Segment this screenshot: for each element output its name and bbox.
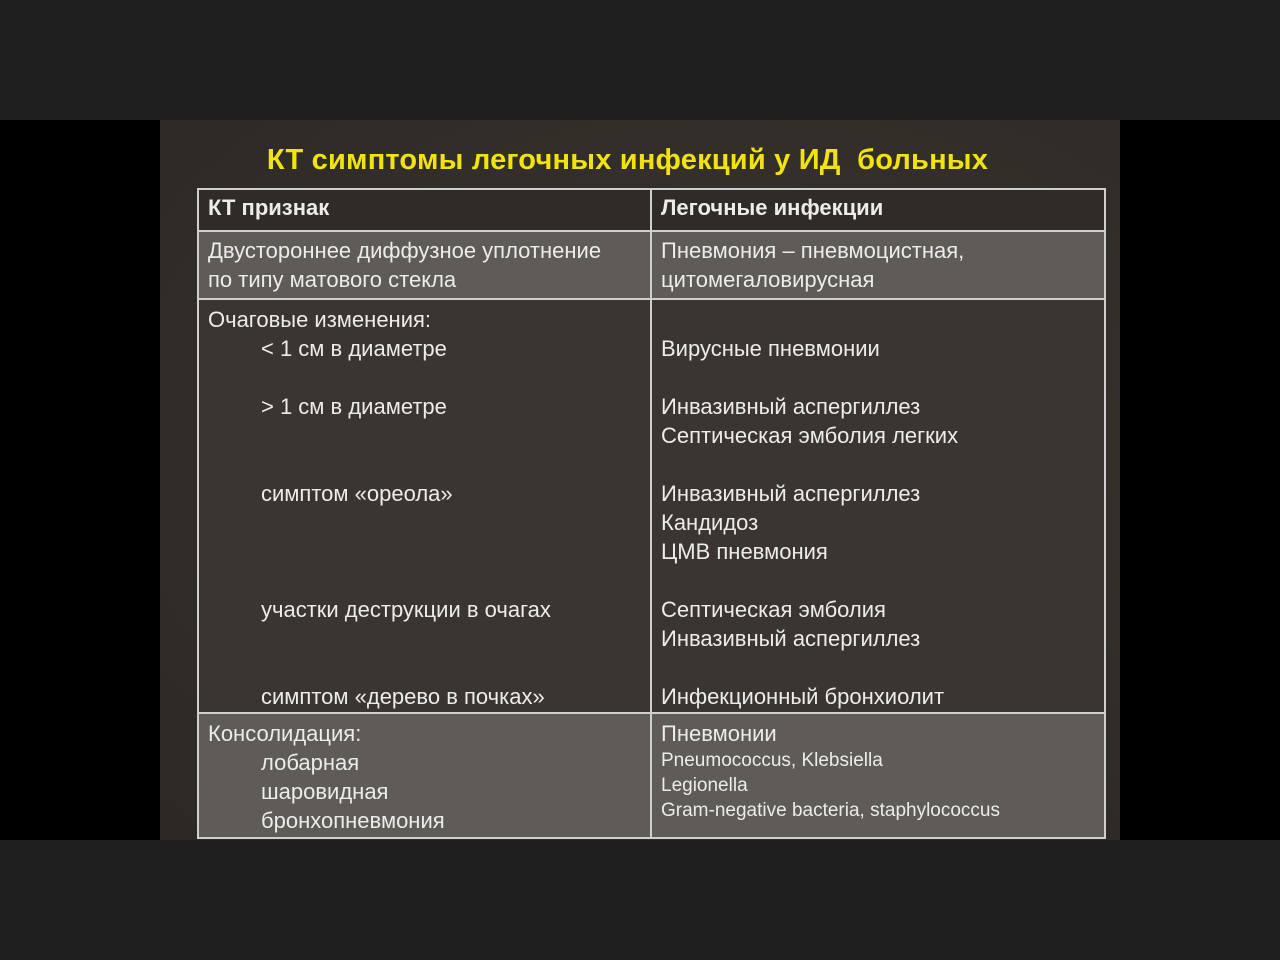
cell-sign-focal xyxy=(198,299,651,713)
focal-infection: Вирусные пневмонии xyxy=(661,336,880,361)
consolidation-subtype: лобарная xyxy=(261,750,360,775)
focal-sign: < 1 см в диаметре xyxy=(261,336,447,361)
focal-infection: Септическая эмболия легких xyxy=(661,423,959,448)
focal-infection: Инфекционный бронхиолит xyxy=(661,684,945,709)
focal-infection: Инвазивный аспергиллез xyxy=(661,481,921,506)
focal-infection: Кандидоз xyxy=(661,510,759,535)
ct-signs-table xyxy=(197,188,1106,839)
consolidation-infection-heading: Пневмонии xyxy=(661,721,777,746)
focal-infection: ЦМВ пневмония xyxy=(661,539,828,564)
slide-title: КТ симптомы легочных инфекций у ИД больных xyxy=(266,144,989,176)
consolidation-heading: Консолидация: xyxy=(208,721,362,746)
cell-text: Двустороннее диффузное уплотнение xyxy=(208,238,602,263)
header-ct-sign: КТ признак xyxy=(198,189,651,231)
focal-heading: Очаговые изменения: xyxy=(208,307,432,332)
table-row-ground-glass xyxy=(198,231,1105,299)
cell-sign-consolidation xyxy=(198,713,651,838)
cell-text: по типу матового стекла xyxy=(208,267,457,292)
pathogen-item: Gram-negative bacteria, staphylococcus xyxy=(661,800,1000,821)
focal-sign: > 1 см в диаметре xyxy=(261,394,447,419)
pathogen-item: Legionella xyxy=(661,775,748,796)
focal-sign: участки деструкции в очагах xyxy=(261,597,551,622)
table-header-row xyxy=(198,189,1105,231)
table-row-focal-changes xyxy=(198,299,1105,713)
cell-infection-ground-glass xyxy=(651,231,1105,299)
cell-sign-ground-glass xyxy=(198,231,651,299)
presentation-slide xyxy=(160,120,1120,840)
focal-infection: Септическая эмболия xyxy=(661,597,886,622)
header-lung-infections: Легочные инфекции xyxy=(651,189,1105,231)
consolidation-subtype: шаровидная xyxy=(261,779,389,804)
consolidation-subtype: бронхопневмония xyxy=(261,808,445,833)
focal-sign: симптом «дерево в почках» xyxy=(261,684,545,709)
table-row-consolidation xyxy=(198,713,1105,838)
cell-infection-consolidation xyxy=(651,713,1105,838)
cell-text: Пневмония – пневмоцистная, xyxy=(661,238,965,263)
pathogen-item: Pneumococcus, Klebsiella xyxy=(661,750,883,771)
cell-text: цитомегаловирусная xyxy=(661,267,875,292)
focal-infection: Инвазивный аспергиллез xyxy=(661,626,921,651)
focal-infection: Инвазивный аспергиллез xyxy=(661,394,921,419)
focal-sign: симптом «ореола» xyxy=(261,481,453,506)
cell-infection-focal xyxy=(651,299,1105,713)
